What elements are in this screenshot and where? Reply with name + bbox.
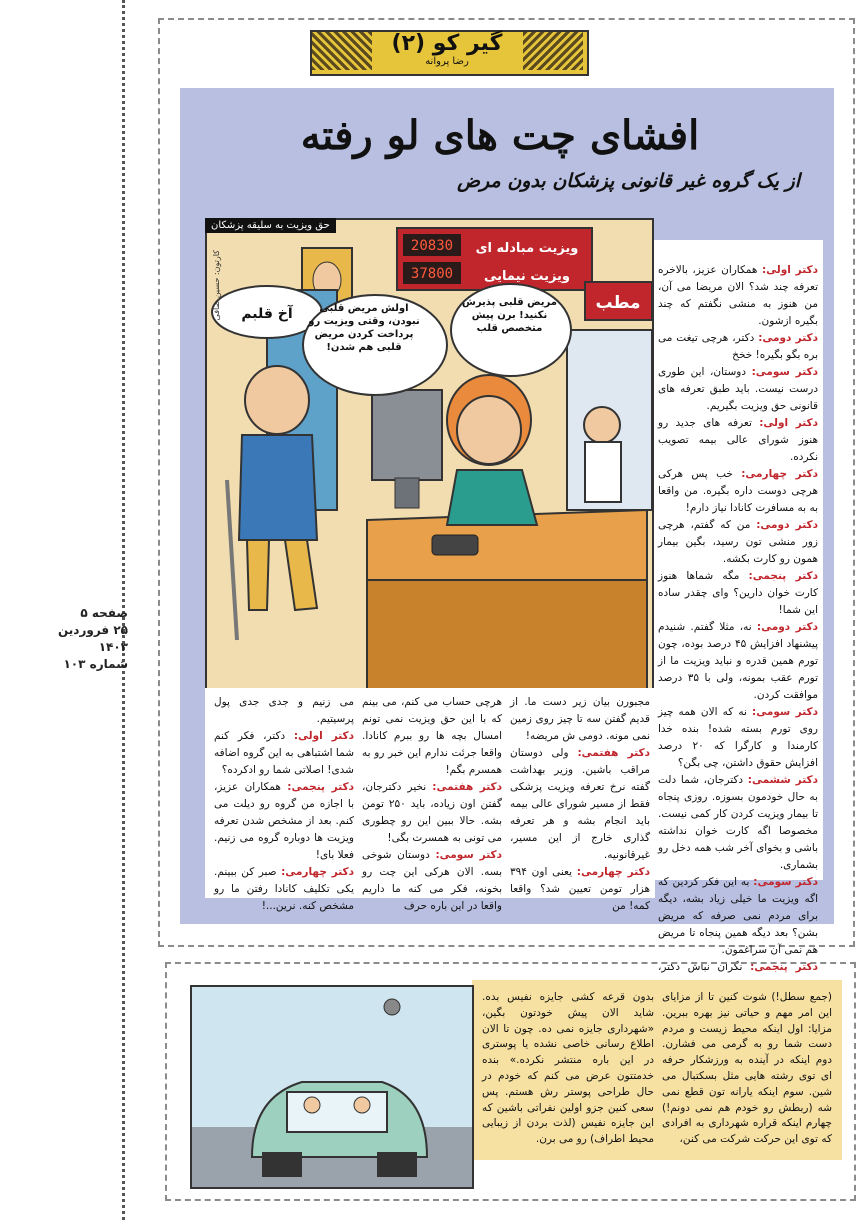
chat-message <box>658 262 818 330</box>
chat-message <box>510 745 650 864</box>
chat-message <box>214 728 354 779</box>
doctor-figure <box>584 407 620 443</box>
chat-text: می زنیم و جدی جدی پول پرسیتیم. <box>214 696 354 725</box>
chat-speaker: دکتر هفتمی: <box>432 781 503 793</box>
chat-text: دوستان، این طوری درست نیست. باید طبق تعرفه های قانونی حق ویزیت بگیریم. <box>658 366 818 412</box>
chat-text: دکتر، فکر کنم شما اشتباهی به این گروه اضافه شدی! اصلاتی شما رو ادکرده؟ <box>214 730 354 776</box>
chat-speaker: دکتر پنجمی: <box>287 781 354 793</box>
chat-text: من که گفتم، هرچی زور منشی تون رسید، بگین بیمار همون رو کارت بکشه. <box>658 519 818 565</box>
car-illustration <box>192 987 472 1187</box>
cartoon-caption: حق ویزیت به سلیقه پزشکان <box>205 218 336 233</box>
bottom-cartoon <box>190 985 474 1189</box>
chat-speaker: دکتر دومی: <box>756 621 818 633</box>
chat-speaker: دکتر دومی: <box>756 519 818 531</box>
issue-date: ۲۵ فروردین ۱۴۰۳ <box>58 623 128 654</box>
chat-speaker: دکتر اولی: <box>293 730 355 742</box>
board-value-2: 37800 <box>410 266 454 282</box>
chat-text: همکاران عزیز، با اجازه من گروه رو دیلت می کنم. بعد از مشخص شدن تعرفه ویزیت ها دوباره گروه می زنیم. فعلا بای! <box>214 781 354 861</box>
chat-text: تعرفه های جدید رو هنوز شورای عالی بیمه تصویب نکرده. <box>658 417 818 463</box>
chat-speaker: دکتر پنجمی: <box>748 570 818 582</box>
chat-text: به این فکر کردین که اگه ویزیت ما خیلی زیاد بشه، دیگه برای مردم نمی صرفه که مریض بشن؟ بعد دیگه همین پنجاه تا مریض هم نمی آن سراغمون. <box>658 876 818 956</box>
subheadline: از یک گروه غیر قانونی پزشکان بدون مرض <box>457 170 800 192</box>
chat-text: یعنی اون ۳۹۴ هزار تومن تعیین شد؟ واقعا کمه! من <box>510 866 650 912</box>
cartoon-illustration <box>207 220 652 690</box>
chat-message <box>510 864 650 915</box>
chat-message <box>214 779 354 864</box>
ornament-left <box>312 32 372 70</box>
bottom-column-right: (جمع سطل!) شوت کنین تا از مزایای این امر مهم و حیاتی نیز بهره ببرین. مزایا: اول اینکه محیط زیست و مردم دست شما رو به گرمی می فشارن. دوم اینکه در آینده به ورزشکار حرفه ای توی رشته هایی مثل بسکتبال می شین. سوم اینکه یارانه تون قطع نمی شه (ربطش رو خودم هم نمی دونم!) چهارم اینکه قراره شهرداری به افرادی که توی این حرکت شرکت می کنن، <box>662 991 832 1146</box>
board-label-1: ویزیت مبادله ای <box>475 241 579 256</box>
chat-message <box>658 568 818 619</box>
computer-monitor <box>372 390 442 480</box>
chat-text: مگه شماها هنوز کارت خوان دارین؟ وای چقدر ساده این شما! <box>658 570 818 616</box>
chat-message <box>362 847 502 915</box>
chat-message <box>658 415 818 466</box>
chat-message <box>214 694 354 728</box>
chat-speaker: دکتر چهارمی: <box>741 468 818 480</box>
chat-text: ولی دوستان مراقب باشین. وزیر بهداشت گفته نرخ تعرفه ویزیت پزشکی فقط از مسیر شورای عالی بیمه باید انجام بشه و هر تعرفه گذاری خارج از این مسیر، غیرقانونیه. <box>510 747 650 861</box>
board-label-2: ویزیت نیمایی <box>483 269 571 284</box>
chat-speaker: دکتر سومی: <box>751 366 818 378</box>
chat-text: دکترجان، شما دلت به حال خودمون بسوزه. روزی پنجاه تا بیمار ویزیت کردن کار کمی نیست. مخصوصا اگه کارت خوان نداشته باشی و بخوای آخر شب همه دخل رو بشماری. <box>658 774 818 871</box>
chat-text: صبر کن ببینم. یکی تکلیف کانادا رفتن ما رو مشخص کنه. نرین...! <box>214 866 354 912</box>
chat-speaker: دکتر چهارمی: <box>576 866 650 878</box>
chat-message <box>658 466 818 517</box>
chat-speaker: دکتر دومی: <box>758 332 818 344</box>
bubble-patient-text: آخ قلبم <box>241 306 293 322</box>
chat-text: خب پس هرکی هرچی دوست داره بگیره. من واقعا به به مسافرت کانادا نیاز دارم! <box>658 468 818 514</box>
chat-message <box>362 694 502 779</box>
bubble-secretary-text: مریض قلبی پذیرش نکنید! برن پیش متخصص قلب <box>462 297 557 334</box>
ornament-right <box>523 32 583 70</box>
chat-speaker: دکتر هفتمی: <box>577 747 650 759</box>
chat-text: هرچی حساب می کنم، می بینم که با این حق ویزیت نمی تونم امسال بچه ها رو ببرم کانادا. واقعا جرئت ندارم این خبر رو به همسرم بگم! <box>362 696 502 776</box>
chat-message <box>510 694 650 745</box>
chat-speaker: دکتر ششمی: <box>747 774 818 786</box>
board-value-1: 20830 <box>410 238 454 254</box>
chat-text: دکتر، هرچی تیغت می بره بگو بگیره! خخخ <box>658 332 818 361</box>
cartoon <box>205 218 654 692</box>
chat-message <box>658 874 818 959</box>
chat-text: همکاران عزیز، بالاخره تعرفه چند شد؟ الان مریضا می آن، من هنوز به منشی نگفتم که چند بگیره ازشون. <box>658 264 818 327</box>
chat-speaker: دکتر اولی: <box>759 417 819 429</box>
chat-message <box>658 330 818 364</box>
chat-column-1 <box>658 262 819 973</box>
chat-text: دوستان شوخی بسه. الان هرکی این چت رو بخونه، فکر می کنه ما داریم واقعا در این باره حرف <box>362 849 502 912</box>
chat-column-3 <box>362 694 503 912</box>
chat-column-2 <box>510 694 650 912</box>
patient-figure <box>245 366 309 434</box>
chat-speaker: دکتر پنجمی: <box>750 961 818 973</box>
chat-message <box>362 779 502 847</box>
chat-text: نه که الان همه چیز روی تورم بسته شده! بنده خدا کارمندا و کارگرا که ۲۰ درصد افزایش حقوق داشتن، چی بگن؟ <box>658 706 818 769</box>
page-number: صفحه ۵ <box>80 606 128 620</box>
chat-message <box>658 704 818 772</box>
chat-message <box>658 772 818 874</box>
chat-speaker: دکتر سومی: <box>753 876 818 888</box>
chat-message <box>658 364 818 415</box>
chat-message <box>658 619 818 704</box>
thrown-trash <box>384 999 400 1015</box>
column-title: گیر کو (۲) <box>391 31 503 56</box>
chat-speaker: دکتر اولی: <box>761 264 818 276</box>
chat-speaker: دکتر سومی: <box>752 706 818 718</box>
chat-message <box>214 864 354 915</box>
chat-text: نخیر دکترجان، گفتن اون زیاده، باید ۲۵۰ تومن بشه. حالا ببین این رو چطوری می تونی به همسرت بگی! <box>362 781 502 844</box>
page-info <box>30 605 128 673</box>
chat-text: مجبورن بیان زیر دست ما. از قدیم گفتن سه تا چیز روی زمین نمی مونه. دومی ش مریضه! <box>510 696 650 742</box>
bubble-doctor-text: اولش مریض قلبی نبودن، وقتی ویزیت رو پرداخت کردن مریض قلبی هم شدن! <box>308 303 420 353</box>
chat-text: نه، مثلا گفتم. شنیدم پیشنهاد افزایش ۴۵ درصد بوده، چون تورم همین قدره و نباید ویزیت ما از تورم عقب بمونه، ولی با ۳۵ درصد موافقت کردن. <box>658 621 818 701</box>
chat-text: نگران نباش دکتر، <box>658 961 743 973</box>
cartoon-signature: کارتون: حسین صافی <box>212 250 221 321</box>
office-sign-text: مطب <box>595 293 641 313</box>
headline: افشای چت های لو رفته <box>300 112 700 159</box>
bottom-column-left: بدون قرعه کشی جایزه نفیس بده. شاید الان پیش خودتون بگین، «شهرداری جایزه نمی ده. چون تا الان اطلاع رسانی خاصی نشده یا پوستری در این باره منتشر نکرده.» بنده خدمتتون عرض می کنم که خودم در حال طراحی پوستر رش هستم. پس سعی کنین جزو اولین نفراتی باشین که این جایزه نفیس (لذت بردن از زیبایی محیط اطراف) رو می برن. <box>482 991 654 1146</box>
chat-speaker: دکتر سومی: <box>435 849 502 861</box>
chat-speaker: دکتر چهارمی: <box>281 866 354 878</box>
column-author: رضا پروانه <box>425 56 469 67</box>
issue-number: شماره ۱۰۳ <box>63 657 128 671</box>
chat-message <box>658 517 818 568</box>
chat-column-4 <box>214 694 355 912</box>
